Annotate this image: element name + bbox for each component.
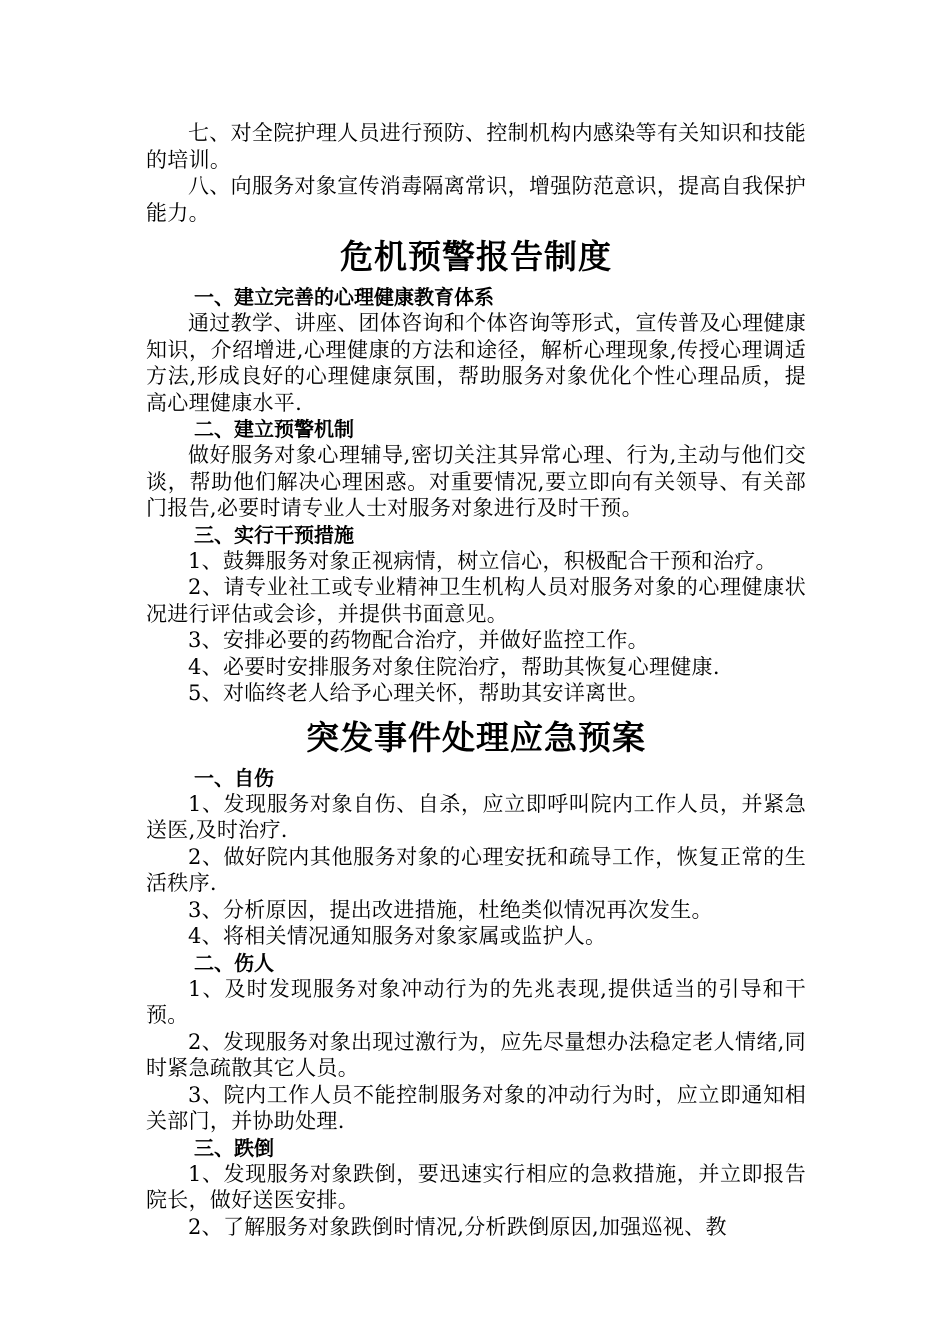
list-item: 1、发现服务对象跌倒，要迅速实行相应的急救措施，并立即报告院长，做好送医安排。 [146,1161,806,1212]
list-item: 1、发现服务对象自伤、自杀，应立即呼叫院内工作人员，并紧急送医,及时治疗. [146,791,806,842]
paragraph-8: 八、向服务对象宣传消毒隔离常识，增强防范意识，提高自我保护能力。 [146,174,806,225]
list-item: 5、对临终老人给予心理关怀，帮助其安详离世。 [188,681,649,705]
list-item: 3、安排必要的药物配合治疗，并做好监控工作。 [188,628,649,652]
list-item: 2、做好院内其他服务对象的心理安抚和疏导工作，恢复正常的生活秩序. [146,844,806,895]
crisis-section-1-heading: 一、建立完善的心理健康教育体系 [194,285,494,309]
document-page [146,120,806,1240]
list-item: 3、院内工作人员不能控制服务对象的冲动行为时，应立即通知相关部门，并协助处理. [146,1082,806,1133]
list-item: 4、必要时安排服务对象住院治疗，帮助其恢复心理健康. [188,654,720,679]
crisis-section-2-heading: 二、建立预警机制 [194,417,354,441]
emergency-section-2-heading: 二、伤人 [194,950,274,975]
list-item: 2、发现服务对象出现过激行为，应先尽量想办法稳定老人情绪,同时紧急疏散其它人员。 [146,1029,806,1080]
paragraph-7: 七、对全院护理人员进行预防、控制机构内感染等有关知识和技能的培训。 [146,121,806,172]
list-item: 2、了解服务对象跌倒时情况,分析跌倒原因,加强巡视、教 [188,1214,727,1239]
emergency-section-3-heading: 三、跌倒 [194,1135,274,1160]
list-item: 2、请专业社工或专业精神卫生机构人员对服务对象的心理健康状况进行评估或会诊，并提供书面意见。 [146,575,806,626]
list-item: 1、及时发现服务对象冲动行为的先兆表现,提供适当的引导和干预。 [146,976,806,1027]
list-item: 3、分析原因，提出改进措施，杜绝类似情况再次发生。 [188,897,713,922]
list-item: 4、将相关情况通知服务对象家属或监护人。 [188,924,607,948]
crisis-section-1-text: 通过教学、讲座、团体咨询和个体咨询等形式，宣传普及心理健康知识，介绍增进,心理健康的方法和途径，解析心理现象,传授心理调适方法,形成良好的心理健康氛围，帮助服务对象优化个性心理品质，提高心理健康水平. [146,311,806,415]
emergency-title: 突发事件处理应急预案 [306,717,646,757]
list-item: 1、鼓舞服务对象正视病情，树立信心，积极配合干预和治疗。 [188,548,777,573]
emergency-section-1-heading: 一、自伤 [194,765,274,790]
crisis-section-3-heading: 三、实行干预措施 [194,522,354,547]
crisis-section-2-text: 做好服务对象心理辅导,密切关注其异常心理、行为,主动与他们交谈，帮助他们解决心理困惑。对重要情况,要立即向有关领导、有关部门报告,必要时请专业人士对服务对象进行及时干预。 [146,443,806,520]
crisis-title: 危机预警报告制度 [340,237,612,276]
